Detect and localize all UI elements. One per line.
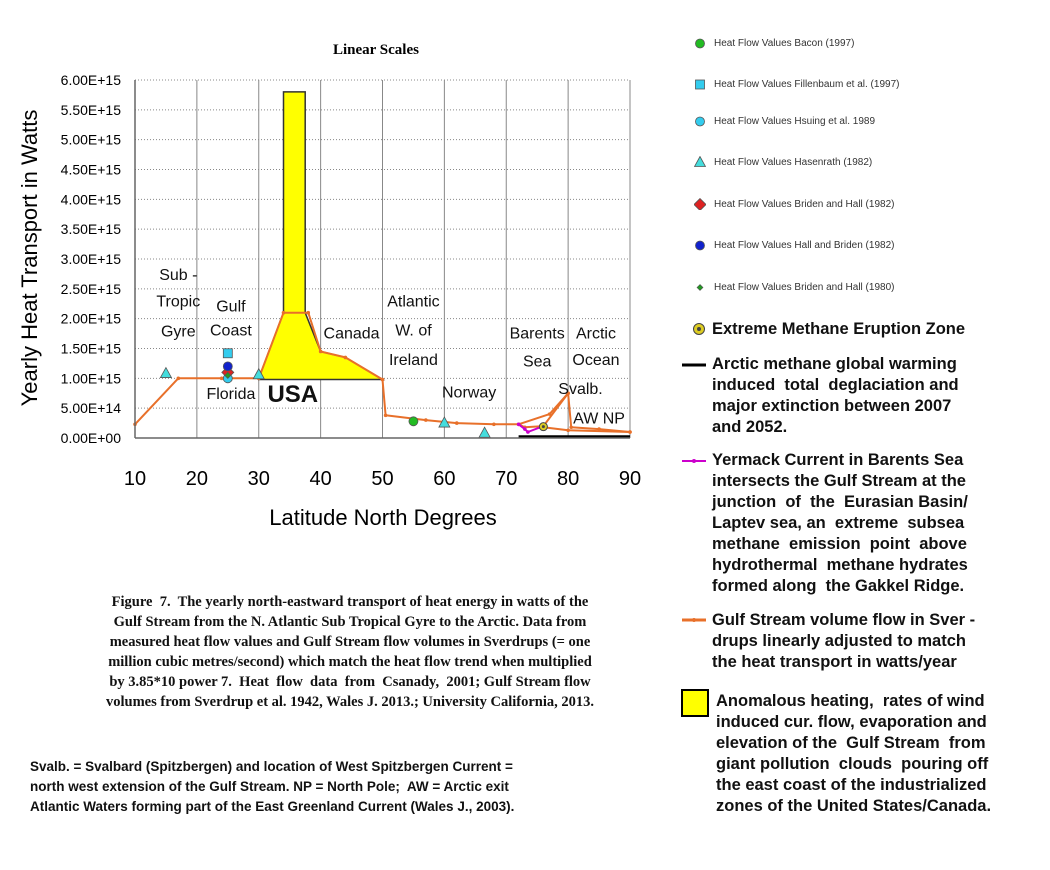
y-tick-label: 4.50E+15 <box>60 161 121 178</box>
y-tick-label: 6.00E+15 <box>60 72 121 88</box>
heat-transport-chart <box>0 0 690 560</box>
x-tick-label: 90 <box>618 468 642 490</box>
legend-line: Laptev sea, an extreme subsea <box>712 514 965 532</box>
x-tick-label: 50 <box>371 468 394 490</box>
region-label: AW NP <box>573 410 625 428</box>
region-label: USA <box>267 381 319 409</box>
abbreviation-note <box>30 757 690 817</box>
caption-line: Figure 7. The yearly north-eastward transport of heat energy in watts of the <box>111 594 589 610</box>
y-tick-label: 3.00E+15 <box>60 251 121 267</box>
region-label: Gulf <box>216 298 246 316</box>
note-line: Svalb. = Svalbard (Spitzbergen) and location of West Spitzbergen Current = <box>30 759 513 774</box>
y-tick-label: 5.00E+14 <box>60 400 121 417</box>
methane-zone-ring-center-icon <box>697 327 701 331</box>
series-point <box>306 311 310 315</box>
diamond-marker-icon <box>694 198 706 210</box>
legend-line: giant pollution clouds pouring off <box>716 755 989 773</box>
data-marker <box>160 368 171 378</box>
series-point <box>177 377 181 381</box>
figure-caption <box>30 592 670 712</box>
y-tick-label: 1.50E+15 <box>60 340 121 357</box>
series-point <box>220 377 224 381</box>
y-tick-label: 1.00E+15 <box>60 370 121 387</box>
caption-line: measured heat flow values and Gulf Stream flow volumes in Sverdrups (= one <box>109 634 591 650</box>
series-point <box>492 422 496 426</box>
data-marker <box>223 362 232 371</box>
region-label: Florida <box>206 386 256 404</box>
small-diamond-marker-shape <box>697 285 703 291</box>
legend-line: Anomalous heating, rates of wind <box>716 692 985 710</box>
y-tick-labels <box>61 72 122 446</box>
marker-legend-label: Heat Flow Values Briden and Hall (1980) <box>714 282 895 293</box>
region-label: Atlantic <box>387 293 440 311</box>
gulf-flow-dot-icon <box>692 618 696 622</box>
series-point <box>455 421 459 425</box>
region-label: Norway <box>442 384 497 402</box>
series-point <box>517 422 521 426</box>
x-tick-label: 10 <box>123 468 147 490</box>
y-tick-label: 4.00E+15 <box>60 191 121 208</box>
x-tick-label: 60 <box>433 468 456 490</box>
legend-line: zones of the United States/Canada. <box>716 797 992 815</box>
square-marker-icon <box>694 78 706 90</box>
region-label: Gyre <box>160 323 196 341</box>
series-point <box>381 378 385 382</box>
series-point <box>523 427 527 431</box>
circle-marker-shape <box>696 241 705 250</box>
region-annotations <box>156 267 625 428</box>
note-line: north west extension of the Gulf Stream. NP = North Pole; AW = Arctic exit <box>30 779 509 794</box>
legend-line: intersects the Gulf Stream at the <box>712 472 966 490</box>
region-label: Ocean <box>572 352 620 370</box>
region-label: Coast <box>210 322 252 340</box>
circle-marker-icon <box>694 239 706 251</box>
data-marker <box>409 417 418 426</box>
legend-line: formed along the Gakkel Ridge. <box>712 577 965 595</box>
series-point <box>628 430 632 434</box>
data-marker-center <box>542 425 545 428</box>
caption-line: by 3.85*10 power 7. Heat flow data from Csanady, 2001; Gulf Stream flow <box>109 674 591 690</box>
region-label: Ireland <box>388 352 438 370</box>
x-tick-label: 80 <box>557 468 580 490</box>
region-label: Arctic <box>575 325 616 343</box>
marker-legend-label: Heat Flow Values Briden and Hall (1982) <box>714 199 895 210</box>
marker-legend-label: Heat Flow Values Fillenbaum et al. (1997) <box>714 79 900 90</box>
series-point <box>384 414 388 418</box>
y-axis-label: Yearly Heat Transport in Watts <box>17 109 42 407</box>
marker-legend-label: Heat Flow Values Bacon (1997) <box>714 38 855 49</box>
caption-line: million cubic metres/second) which match the heat flow trend when multiplied <box>108 654 592 670</box>
data-marker <box>479 427 490 437</box>
legend-gulf-flow <box>712 610 975 673</box>
y-tick-label: 2.50E+15 <box>60 280 121 297</box>
series-point <box>319 350 323 354</box>
legend-line: Yermack Current in Barents Sea <box>712 451 964 469</box>
x-tick-label: 40 <box>309 468 332 490</box>
y-tick-label: 5.50E+15 <box>60 101 121 118</box>
circle-marker-icon <box>694 115 706 127</box>
legend-line: and 2052. <box>712 418 788 436</box>
legend-line: elevation of the Gulf Stream from <box>716 734 986 752</box>
legend-arctic-warming <box>712 354 959 438</box>
legend-anomalous-heating <box>716 691 991 817</box>
series-point <box>526 430 530 434</box>
y-tick-label: 2.00E+15 <box>60 310 121 327</box>
caption-line: Gulf Stream from the N. Atlantic Sub Tropical Gyre to the Arctic. Data from <box>113 614 587 630</box>
legend-line: methane emission point above <box>712 535 967 553</box>
legend-line: drups linearly adjusted to match <box>712 632 966 650</box>
triangle-marker-icon <box>694 156 706 168</box>
legend-line: the east coast of the industrialized <box>716 776 987 794</box>
legend-line: hydrothermal methane hydrates <box>712 556 968 574</box>
marker-legend-label: Heat Flow Values Hsuing et al. 1989 <box>714 116 876 127</box>
series-point <box>282 311 286 315</box>
series-point <box>566 428 570 432</box>
region-label: Canada <box>323 325 380 343</box>
circle-marker-icon <box>694 37 706 49</box>
x-tick-label: 70 <box>495 468 518 490</box>
circle-marker-shape <box>696 117 705 126</box>
legend-line: major extinction between 2007 <box>712 397 952 415</box>
series-point <box>344 356 348 360</box>
y-tick-label: 5.00E+15 <box>60 131 121 148</box>
diamond-marker-shape <box>694 199 706 211</box>
note-line: Atlantic Waters forming part of the East Greenland Current (Wales J., 2003). <box>30 799 515 814</box>
region-label: W. of <box>395 322 432 340</box>
legend-line: induced cur. flow, evaporation and <box>716 713 987 731</box>
region-label: Tropic <box>156 293 201 311</box>
x-tick-labels <box>124 468 641 490</box>
series-line <box>519 393 569 424</box>
region-label: Sea <box>522 353 552 371</box>
caption-line: volumes from Sverdrup et al. 1942, Wales J. 2013.; University California, 2013. <box>105 694 594 710</box>
circle-marker-shape <box>696 39 705 48</box>
yermack-dot-icon <box>692 459 696 463</box>
legend-line: Arctic methane global warming <box>712 355 957 373</box>
triangle-marker-shape <box>695 157 706 167</box>
chart-title: Linear Scales <box>333 42 419 58</box>
data-marker <box>223 349 232 358</box>
methane-zone-ring-icon <box>694 324 705 335</box>
marker-legend-label: Heat Flow Values Hall and Briden (1982) <box>714 240 895 251</box>
small-diamond-marker-icon <box>694 281 706 293</box>
series-point <box>548 412 552 416</box>
marker-legend-label: Heat Flow Values Hasenrath (1982) <box>714 157 873 168</box>
legend-line: junction of the Eurasian Basin/ <box>712 493 968 511</box>
series-point <box>424 418 428 422</box>
y-tick-label: 3.50E+15 <box>60 221 121 238</box>
square-marker-shape <box>696 80 705 89</box>
y-tick-label: 0.00E+00 <box>60 430 121 446</box>
x-axis-label: Latitude North Degrees <box>269 505 497 530</box>
anomalous-heating-box-icon <box>682 690 708 716</box>
legend-line: induced total deglaciation and <box>712 376 959 394</box>
legend-methane-zone: Extreme Methane Eruption Zone <box>712 320 966 338</box>
legend-line: Gulf Stream volume flow in Sver - <box>712 611 976 629</box>
region-label: Svalb. <box>558 380 603 398</box>
region-label: Barents <box>509 325 565 343</box>
region-label: Sub - <box>159 266 198 284</box>
legend-line: the heat transport in watts/year <box>712 653 957 671</box>
x-tick-label: 20 <box>185 468 208 490</box>
x-tick-label: 30 <box>247 468 270 490</box>
legend-yermack-current <box>712 450 968 597</box>
